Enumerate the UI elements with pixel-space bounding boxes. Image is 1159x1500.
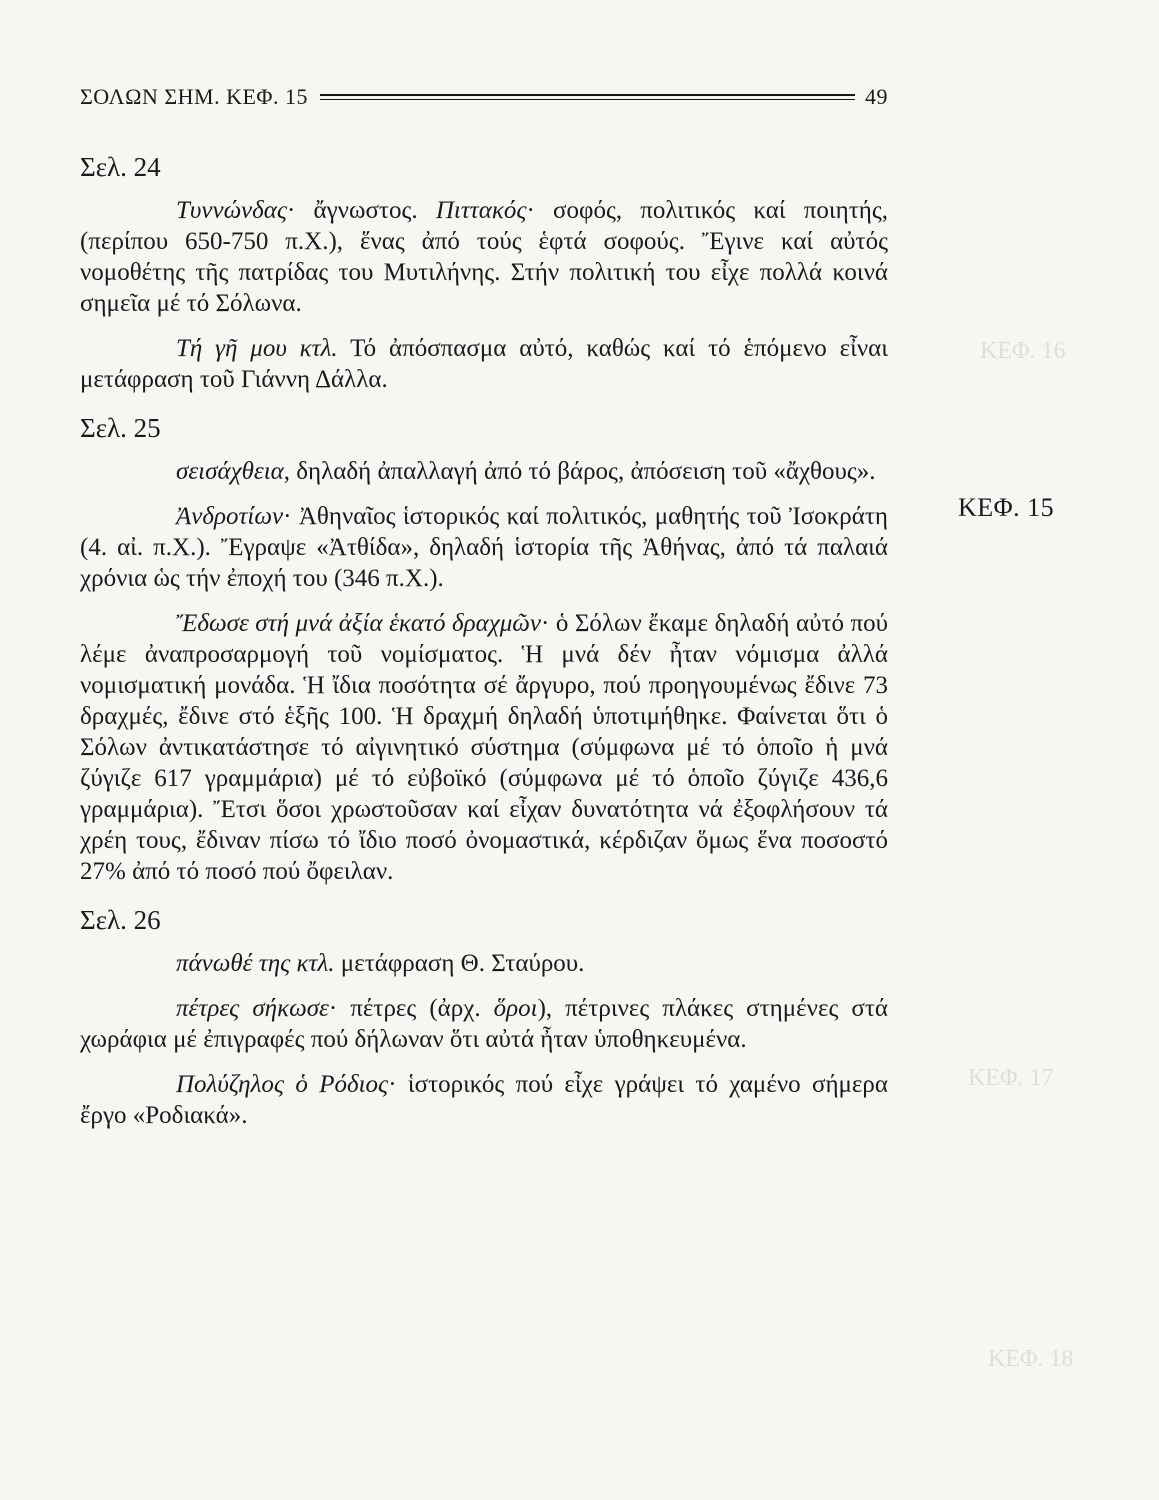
ghost-note: ΚΕΦ. 17 (968, 1065, 1054, 1091)
gloss-term: Πιττακός (435, 197, 527, 224)
gloss-entry (80, 1069, 888, 1131)
gloss-term: Ἔδωσε στή μνά ἀξία ἑκατό δραχμῶν (176, 610, 542, 637)
running-header (80, 80, 888, 114)
gloss-entry (80, 333, 888, 395)
gloss-text: · ἄγνωστος. (287, 197, 436, 224)
gloss-term: Πολύζηλος ὁ Ρόδιος (176, 1071, 389, 1098)
gloss-term: σεισάχθεια (176, 458, 284, 485)
gloss-term: Τή γῆ μου κτλ. (176, 335, 338, 362)
gloss-text: · σοφός, πολιτικός καί ποιητής, (περίπου 650-750 π.Χ.), ἕνας ἀπό τούς ἑφτά σοφούς. Ἔγινε καί αὐτός νομοθέτης τῆς πατρίδας του Μυτιλήνης. Στήν πολιτική του εἶχε πολλά κοινά σημεῖα μέ τό Σόλωνα. (80, 197, 888, 317)
section-heading: Σελ. 25 (80, 413, 161, 443)
page-body (80, 152, 888, 1145)
page-number: 49 (865, 84, 888, 109)
section-heading: Σελ. 24 (80, 152, 161, 182)
gloss-term: πέτρες σήκωσε (176, 995, 329, 1022)
gloss-term: ὅροι (493, 995, 538, 1022)
gloss-text: Τό ἀπόσπασμα αὐτό, καθώς καί τό ἑπόμενο εἶναι μετάφραση τοῦ Γιάννη Δάλλα. (80, 335, 888, 393)
margin-chapter-note: ΚΕΦ. 15 (958, 493, 1055, 522)
gloss-text: , δηλαδή ἀπαλλαγή ἀπό τό βάρος, ἀπόσειση τοῦ «ἄχθους». (283, 458, 876, 485)
ghost-note: ΚΕΦ. 16 (980, 338, 1066, 364)
gloss-entry (80, 195, 888, 319)
gloss-text: · Ἀθηναῖος ἱστορικός καί πολιτικός, μαθητής τοῦ Ἰσοκράτη (4. αἰ. π.Χ.). Ἔγραψε «Ἀτθίδα», δηλαδή ἱστορία τῆς Ἀθήνας, ἀπό τά παλαιά χρόνια ὡς τήν ἐποχή του (346 π.Χ.). (80, 503, 888, 592)
gloss-term: Τυννώνδας (176, 197, 287, 224)
gloss-entry (80, 993, 888, 1055)
gloss-text: ), πέτρινες πλάκες στημένες στά χωράφια μέ ἐπιγραφές πού δήλωναν ὅτι αὐτά ἦταν ὑποθηκευμένα. (80, 995, 888, 1053)
header-rule (320, 94, 855, 100)
gloss-text: μετάφραση Θ. Σταύρου. (334, 950, 585, 977)
gloss-text: · ὁ Σόλων ἔκαμε δηλαδή αὐτό πού λέμε ἀναπροσαρμογή τοῦ νομίσματος. Ἡ μνά δέν ἦταν νόμισμα ἀλλά νομισματική μονάδα. Ἡ ἴδια ποσότητα σέ ἄργυρο, πού προηγουμένως ἔδινε 73 δραχμές, ἔδινε στό ἑξῆς 100. Ἡ δραχμή δηλαδή ὑποτιμήθηκε. Φαίνεται ὅτι ὁ Σόλων ἀντικατάστησε τό αἰγινητικό σύστημα (σύμφωνα μέ τό ὁποῖο ἡ μνά ζύγιζε 617 γραμμάρια) μέ τό εὐβοϊκό (σύμφωνα μέ τό ὁποῖο ζύγιζε 436,6 γραμμάρια). Ἔτσι ὅσοι χρωστοῦσαν καί εἶχαν δυνατότητα νά ἐξοφλήσουν τά χρέη τους, ἔδιναν πίσω τό ἴδιο ποσό ὀνομαστικά, κέρδιζαν ὅμως ἕνα ποσοστό 27% ἀπό τό ποσό πού ὄφειλαν. (80, 610, 888, 885)
gloss-entry (80, 456, 888, 487)
gloss-text: · πέτρες (ἀρχ. (328, 995, 494, 1022)
running-title: ΣΟΛΩΝ ΣΗΜ. ΚΕΦ. 15 (80, 84, 308, 109)
gloss-term: Ἀνδροτίων (176, 503, 284, 530)
gloss-entry (80, 608, 888, 887)
gloss-entry (80, 948, 888, 979)
ghost-note: ΚΕΦ. 18 (988, 1346, 1074, 1372)
gloss-text: · ἱστορικός πού εἶχε γράψει τό χαμένο σήμερα ἔργο «Ροδιακά». (80, 1071, 888, 1129)
gloss-term: πάνωθέ της κτλ. (176, 950, 335, 977)
section-heading: Σελ. 26 (80, 905, 161, 935)
gloss-entry (80, 501, 888, 594)
